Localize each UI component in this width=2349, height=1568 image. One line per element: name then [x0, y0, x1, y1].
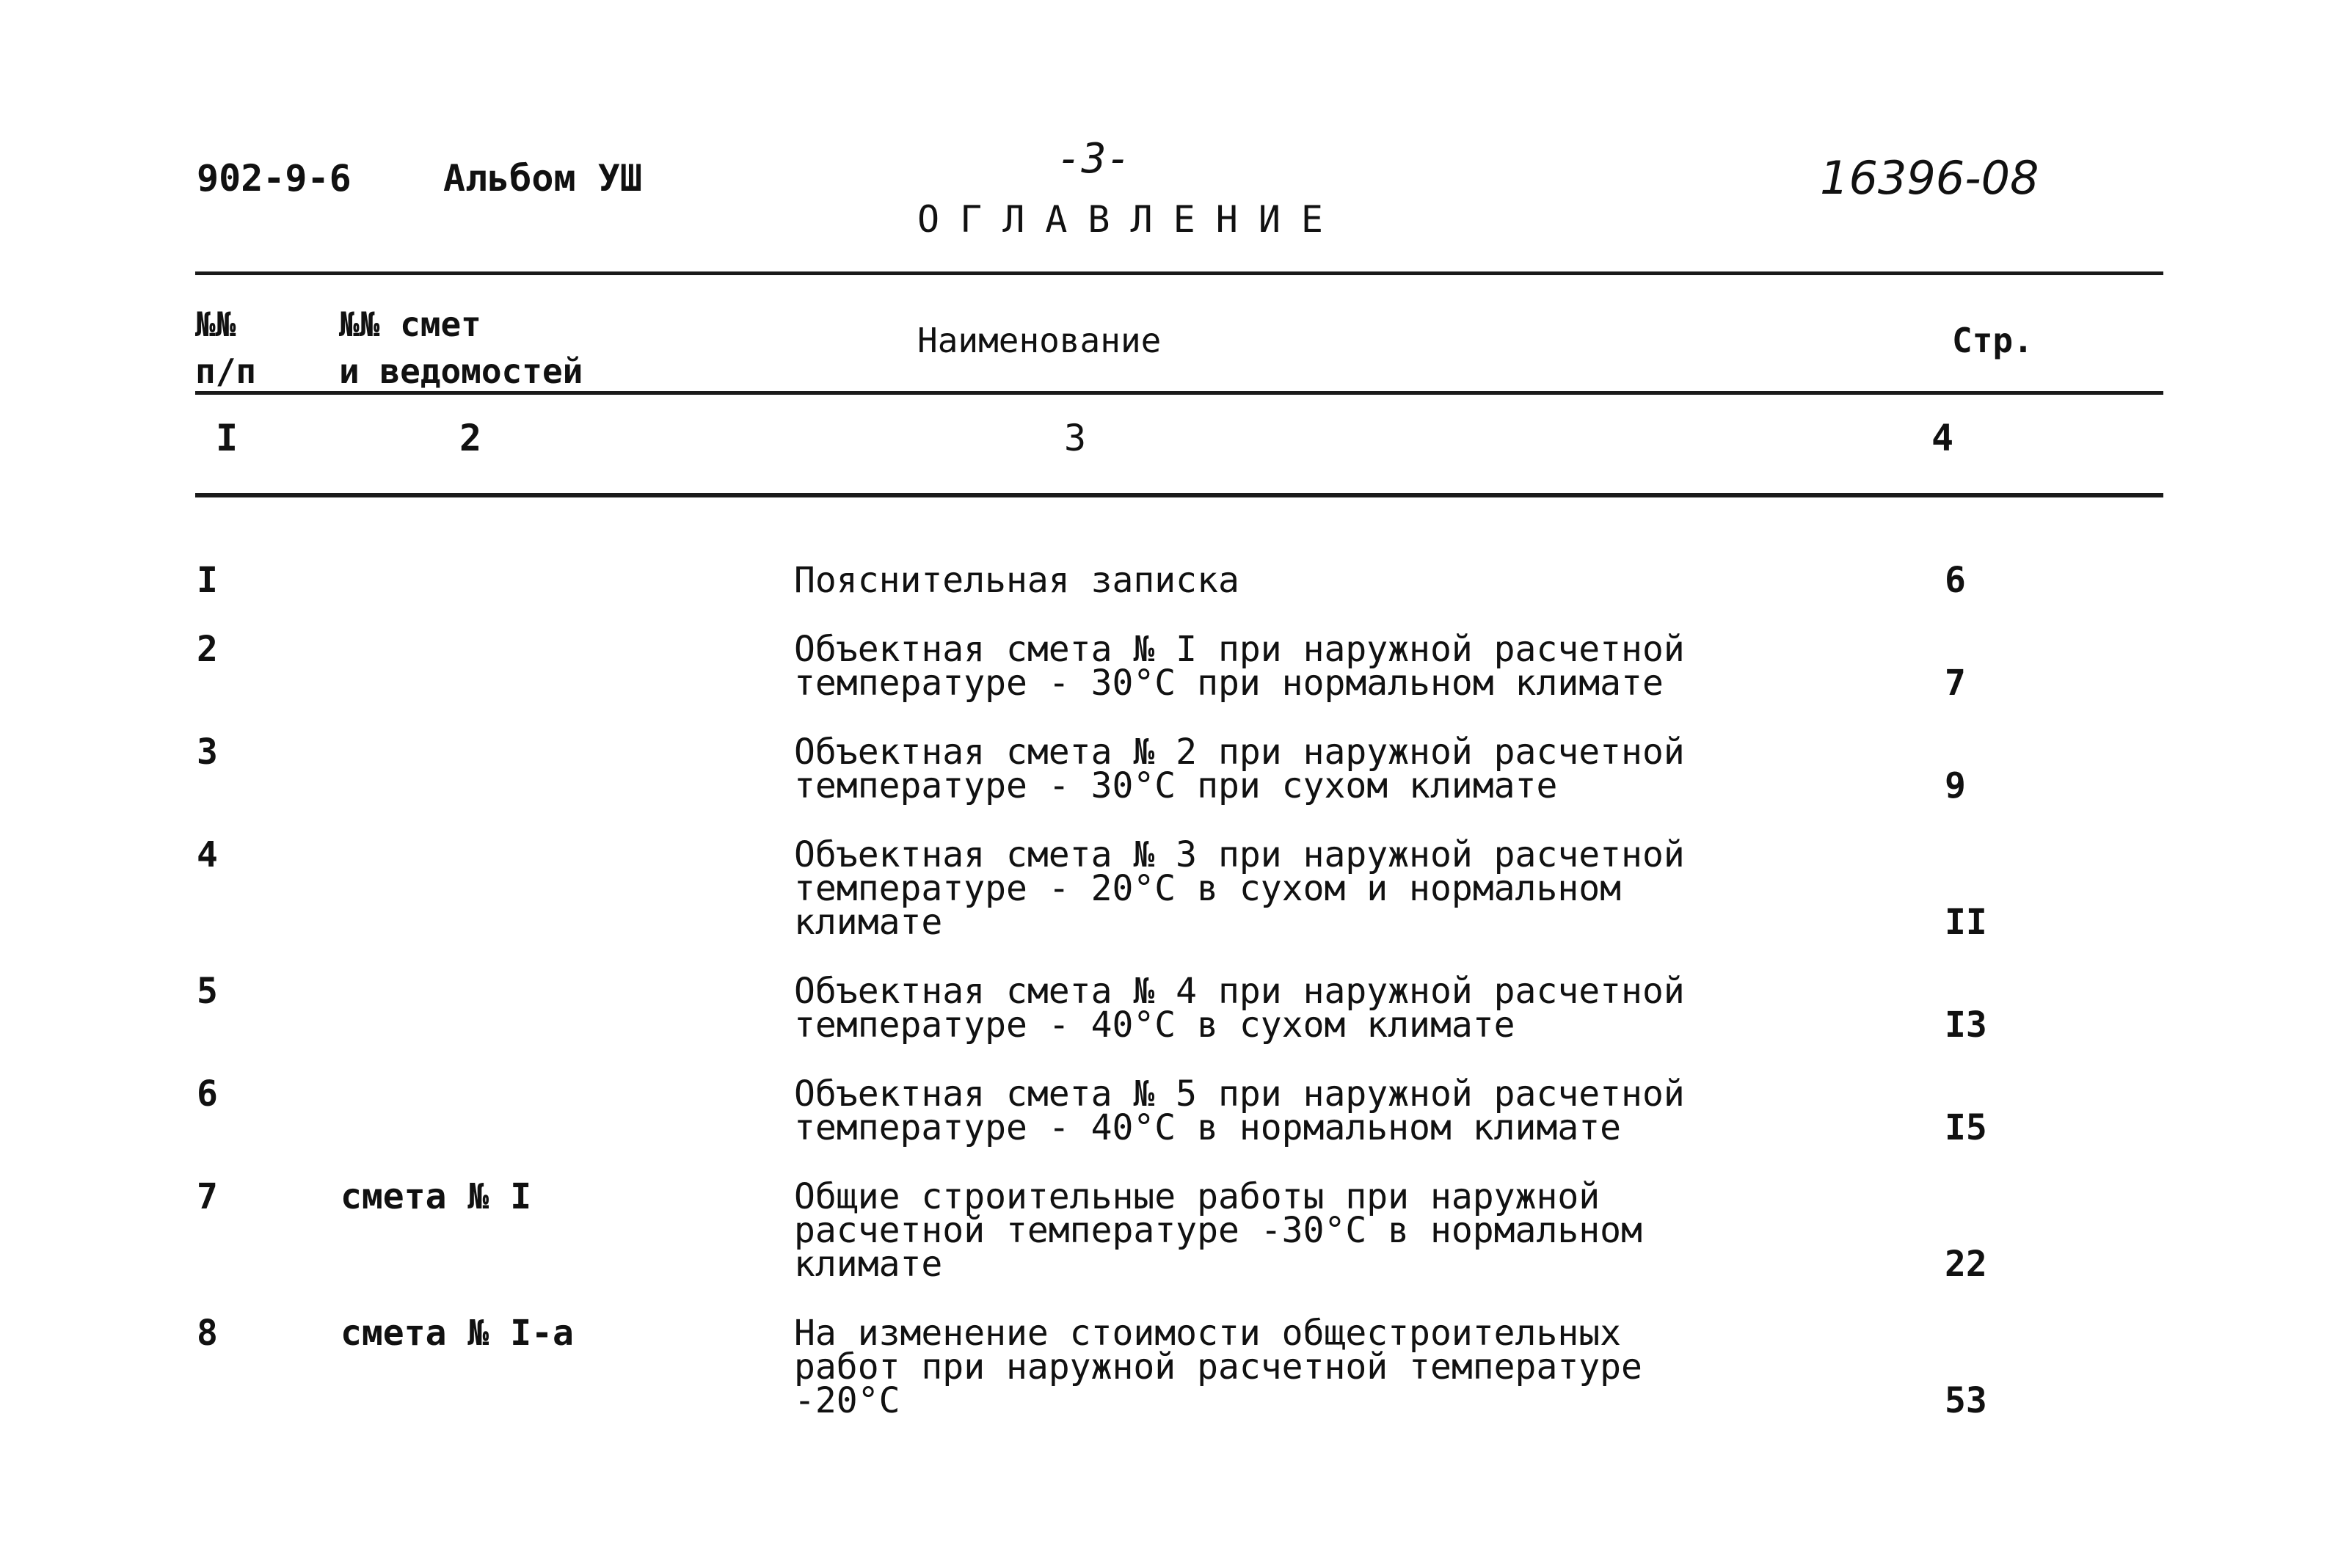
column-header-number: №№ п/п	[195, 305, 257, 391]
album-code: 902-9-6	[197, 157, 352, 200]
page-marker: -3-	[1057, 135, 1132, 183]
row-page: 9	[1945, 765, 1966, 806]
row-number: 4	[197, 834, 218, 875]
row-name: Пояснительная записка	[794, 560, 1239, 601]
column-number-1: I	[216, 417, 238, 459]
row-name: Общие строительные работы при наружной расчетной температуре -30°С в нормальном климате	[794, 1176, 1642, 1285]
column-header-estimates: №№ смет и ведомостей	[339, 305, 583, 391]
column-number-2: 2	[459, 417, 482, 459]
row-estimate: смета № I-а	[340, 1313, 574, 1354]
column-header-page: Стр.	[1952, 321, 2033, 360]
row-name: Объектная смета № 3 при наружной расчетной температуре - 20°С в сухом и нормальном климате	[794, 834, 1685, 943]
row-number: 6	[197, 1073, 218, 1115]
column-number-3: 3	[1064, 417, 1087, 459]
album-name: Альбом УШ	[443, 157, 642, 200]
document-number: 16396-08	[1820, 151, 2039, 205]
row-name: Объектная смета № I при наружной расчетной температуре - 30°С при нормальном климате	[794, 629, 1685, 704]
page-title: ОГЛАВЛЕНИЕ	[917, 198, 1344, 241]
row-estimate: смета № I	[340, 1176, 532, 1217]
row-name: Объектная смета № 5 при наружной расчетной температуре - 40°С в нормальном климате	[794, 1073, 1685, 1148]
row-number: 7	[197, 1176, 218, 1217]
row-page: 7	[1945, 663, 1966, 704]
row-name: На изменение стоимости общестроительных работ при наружной расчетной температуре -20°С	[794, 1313, 1642, 1421]
row-number: 8	[197, 1313, 218, 1354]
row-page: II	[1945, 902, 1987, 943]
row-number: 3	[197, 732, 218, 773]
row-page: 22	[1945, 1244, 1987, 1285]
row-page: I5	[1945, 1107, 1987, 1148]
row-number: 2	[197, 629, 218, 670]
row-number: 5	[197, 971, 218, 1012]
column-number-4: 4	[1931, 417, 1954, 459]
column-header-name: Наименование	[917, 321, 1162, 360]
row-page: 6	[1945, 560, 1966, 601]
row-page: 53	[1945, 1380, 1987, 1421]
row-number: I	[197, 560, 218, 601]
row-name: Объектная смета № 2 при наружной расчетной температуре - 30°С при сухом климате	[794, 732, 1685, 806]
row-name: Объектная смета № 4 при наружной расчетной температуре - 40°С в сухом климате	[794, 971, 1685, 1046]
row-page: I3	[1945, 1004, 1987, 1046]
